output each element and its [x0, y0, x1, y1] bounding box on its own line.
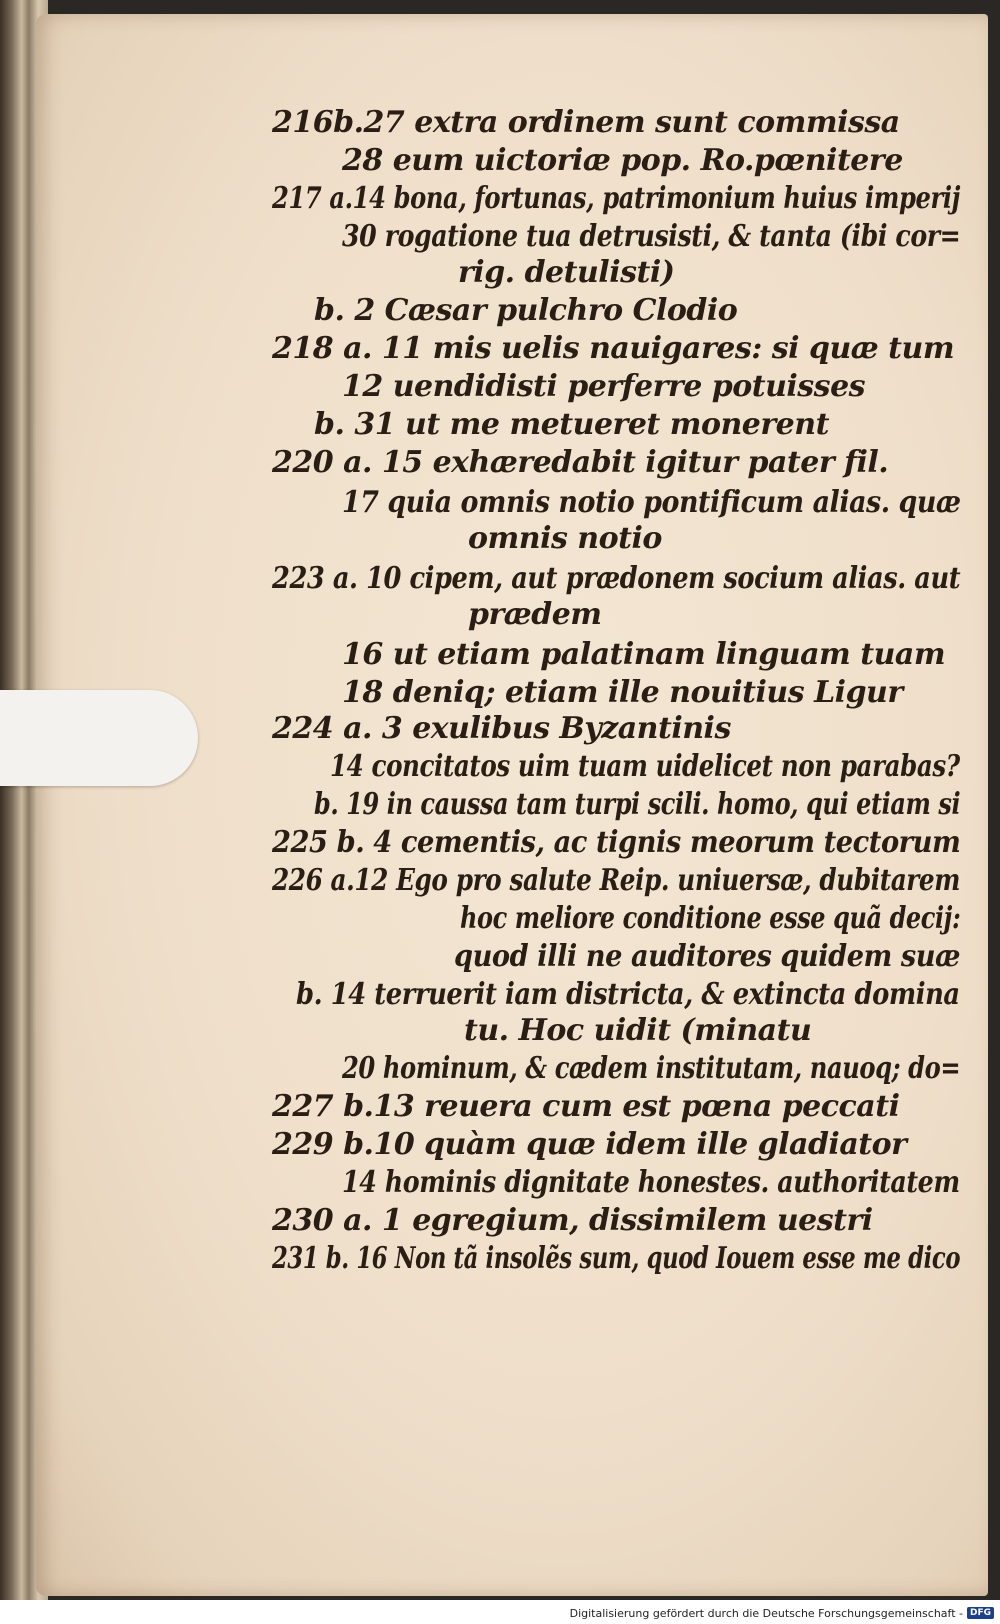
- text-line: tu. Hoc uidit (minatu: [464, 1013, 812, 1048]
- text-line: 30 rogatione tua detrusisti, & tanta (ibi cor=: [342, 219, 961, 254]
- text-line: prædem: [468, 597, 602, 632]
- text-line: 227 b.13 reuera cum est pœna peccati: [272, 1089, 900, 1124]
- text-line: 216b.27 extra ordinem sunt commissa: [272, 105, 900, 140]
- text-line: 226 a.12 Ego pro salute Reip. uniuersæ, dubitarem: [272, 863, 960, 898]
- text-line: 14 hominis dignitate honestes. authoritatem: [342, 1165, 960, 1200]
- text-line: 224 a. 3 exulibus Byzantinis: [272, 711, 731, 746]
- text-line: 217 a.14 bona, fortunas, patrimonium huius imperij: [272, 181, 961, 216]
- text-line: 218 a. 11 mis uelis nauigares: si quæ tum: [272, 331, 955, 366]
- text-line: 18 deniq; etiam ille nouitius Ligur: [342, 675, 903, 710]
- text-line: 16 ut etiam palatinam linguam tuam: [342, 637, 946, 672]
- text-line: 225 b. 4 cementis, ac tignis meorum tectorum: [272, 825, 961, 860]
- text-line: 220 a. 15 exhæredabit igitur pater fil.: [272, 445, 889, 480]
- text-line: b. 2 Cæsar pulchro Clodio: [314, 293, 738, 328]
- text-line: b. 19 in caussa tam turpi scili. homo, qui etiam si: [314, 787, 961, 822]
- text-line: 229 b.10 quàm quæ idem ille gladiator: [272, 1127, 907, 1162]
- text-line: rig. detulisti): [458, 255, 675, 290]
- footer-credit-text: Digitalisierung gefördert durch die Deutsche Forschungsgemeinschaft -: [569, 1606, 963, 1620]
- text-line: 223 a. 10 cipem, aut prædonem socium alias. aut: [272, 561, 961, 596]
- paper-tab-marker: [0, 690, 198, 786]
- text-line: omnis notio: [468, 521, 662, 556]
- text-line: b. 31 ut me metueret monerent: [314, 407, 829, 442]
- text-line: 14 concitatos uim tuam uidelicet non parabas?: [330, 749, 960, 784]
- text-line: 17 quia omnis notio pontificum alias. quæ: [342, 485, 961, 520]
- text-line: b. 14 terruerit iam districta, & extincta domina: [296, 977, 960, 1012]
- digitization-footer: [570, 1604, 994, 1622]
- text-line: 12 uendidisti perferre potuisses: [342, 369, 866, 404]
- text-line: hoc meliore conditione esse quã decij:: [460, 901, 961, 936]
- dfg-logo: DFG: [967, 1607, 994, 1619]
- text-line: 231 b. 16 Non tã insolẽs sum, quod Iouem esse me dico: [272, 1241, 961, 1276]
- text-line: quod illi ne auditores quidem suæ: [454, 939, 961, 974]
- text-line: 20 hominum, & cædem institutam, nauoq; do=: [342, 1051, 961, 1086]
- text-line: 28 eum uictoriæ pop. Ro.pœnitere: [342, 143, 903, 178]
- text-line: 230 a. 1 egregium, dissimilem uestri: [272, 1203, 873, 1238]
